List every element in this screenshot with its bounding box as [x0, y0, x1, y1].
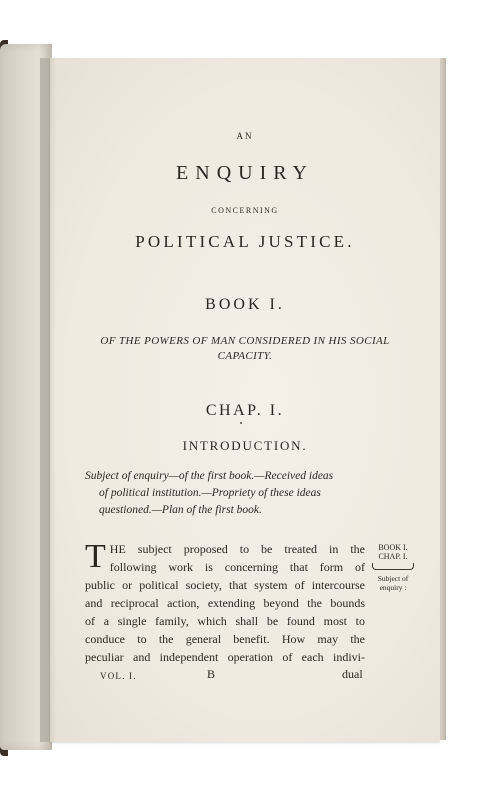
- title-concerning: CONCERNING: [211, 206, 279, 215]
- body-line: of a single family, which shall be found most to: [85, 614, 365, 628]
- body-paragraph: [85, 540, 365, 666]
- body-line: HE subject proposed to be treated in the: [109, 542, 365, 556]
- footer-signature: B: [207, 667, 216, 681]
- body-line: and reciprocal action, extending beyond the bounds: [85, 596, 365, 610]
- margin-note-line: enquiry :: [379, 583, 407, 592]
- chapter-summary: [85, 468, 370, 519]
- margin-brace: [372, 563, 414, 570]
- summary-line: questioned.—Plan of the first book.: [99, 504, 262, 516]
- body-line: following work is concerning that form of: [109, 560, 365, 574]
- body-line: public or political society, that system of intercourse: [85, 578, 365, 592]
- margin-note-heading: [368, 543, 418, 561]
- summary-line: Subject of enquiry—of the first book.—Received ideas: [85, 470, 334, 482]
- margin-book: BOOK I.: [378, 543, 408, 552]
- ornament-dot: [240, 422, 242, 424]
- body-line: conduce to the general benefit. How may the: [85, 632, 365, 646]
- chapter-heading: INTRODUCTION.: [182, 438, 308, 453]
- footer-volume: VOL. I.: [100, 671, 137, 681]
- margin-note-subject: [368, 574, 418, 592]
- summary-line: of political institution.—Propriety of these ideas: [99, 487, 321, 499]
- margin-note-line: Subject of: [377, 574, 409, 583]
- page-gutter-shadow: [40, 58, 56, 742]
- book-page: [50, 58, 440, 742]
- drop-cap: T: [85, 538, 106, 575]
- margin-chap: CHAP. I.: [378, 552, 408, 561]
- footer-catchword: dual: [342, 667, 363, 681]
- body-line: peculiar and independent operation of each indivi-: [85, 650, 365, 664]
- title-enquiry: ENQUIRY: [176, 162, 314, 184]
- title-political-justice: POLITICAL JUSTICE.: [135, 232, 355, 251]
- book-title: BOOK I.: [205, 296, 285, 313]
- chapter-title: CHAP. I.: [205, 402, 285, 419]
- book-subtitle: OF THE POWERS OF MAN CONSIDERED IN HIS SOCIAL CAPACITY.: [100, 335, 390, 362]
- title-an: AN: [236, 131, 254, 141]
